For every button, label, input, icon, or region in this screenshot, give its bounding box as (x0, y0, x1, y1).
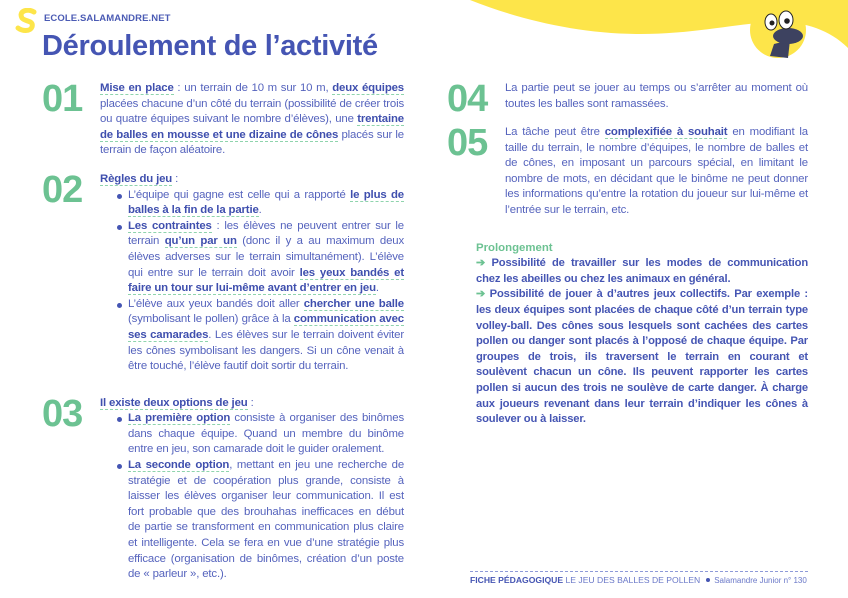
paragraph (505, 81, 808, 112)
step-02-text (100, 171, 404, 375)
arrow-right-icon: ➔ (476, 288, 490, 301)
footer (470, 575, 807, 585)
step-intro (100, 396, 404, 412)
footer-divider (470, 571, 808, 572)
body-text: (donc il y a au maximum deux élèves adverses sur le terrain simultanément). L’élève qui entre sur le terrain doit avoir (128, 235, 404, 279)
step-03 (42, 392, 405, 583)
highlight-text: Règles du jeu (100, 172, 173, 185)
step-number-01: 01 (42, 78, 83, 120)
body-text: . Les élèves sur le terrain doivent éviter les cônes symbolisant les dangers. Si un cône venait à être touché, l’élève fautif doit sortir du terrain. (128, 328, 404, 373)
salamandre-logo-icon (14, 8, 40, 34)
site-name: ECOLE.SALAMANDRE.NET (44, 13, 171, 24)
body-text: : les élèves ne peuvent entrer sur le terrain (128, 219, 404, 248)
page-title: Déroulement de l’activité (42, 30, 378, 62)
highlight-text: Il existe deux options de jeu (100, 396, 248, 409)
body-text: placés sur le terrain de façon aléatoire. (100, 128, 404, 157)
body-text: en modifiant la taille du terrain, le nombre d’équipes, le nombre de balles et de cônes, en imposant un parcours spécial, en limitant le nombre de mots, en décidant que le binôme ne peut donner les informations qu’entre la rotation du joueur sur lui-même et l’entrée sur le terrain, etc. (505, 126, 808, 216)
paragraph (100, 81, 404, 159)
body-text: placées chacune d’un côté du terrain (possibilité de créer trois ou quatre équipes suivant le nombre d’élèves), une (100, 97, 404, 126)
prolongement-section (476, 241, 808, 428)
body-text: . (258, 204, 262, 217)
prolongement-item: ➔ Possibilité de travailler sur les modes de communication chez les abeilles ou chez les animaux en général. (476, 257, 809, 285)
body-text: L’élève aux yeux bandés doit aller (128, 297, 304, 310)
step-number-05: 05 (447, 122, 488, 164)
step-04 (447, 80, 808, 120)
step-02 (42, 168, 404, 375)
highlight-text: Mise en place (100, 82, 174, 94)
body-text: . (375, 282, 379, 295)
bullet-item (128, 297, 404, 375)
step-number-04: 04 (447, 78, 488, 120)
bullet-list (100, 411, 404, 583)
footer-title: LE JEU DES BALLES DE POLLEN (565, 575, 701, 585)
step-05-text (505, 124, 808, 219)
bullet-dot-icon (706, 578, 710, 582)
highlight-text: qu’un par un (164, 235, 237, 248)
body-text: L’équipe qui gagne est celle qui a rapporté (128, 188, 351, 201)
body-text: La partie peut se jouer au temps ou s’arrêter au moment où toutes les balles sont ramassées. (505, 82, 808, 110)
footer-label: FICHE PÉDAGOGIQUE (470, 575, 564, 585)
highlight-text: le plus de balles à la fin de la partie (128, 188, 404, 217)
step-04-text (505, 80, 808, 112)
step-03-text (100, 395, 404, 583)
highlight-text: Les contraintes (128, 219, 212, 232)
step-number-03: 03 (42, 392, 83, 435)
prolongement-list (476, 256, 808, 428)
bullet-item (128, 411, 404, 458)
body-text: : (247, 396, 254, 409)
body-text: : (172, 172, 179, 185)
bullet-item (128, 458, 404, 583)
body-text: (symbolisant le pollen) grâce à la (128, 313, 294, 326)
step-05 (447, 124, 808, 219)
highlight-text: les yeux bandés et faire un tour sur lui-même avant d’entrer en jeu (128, 266, 404, 295)
footer-issue: Salamandre Junior n° 130 (714, 576, 807, 585)
highlight-text: trentaine de balles en mousse et une dizaine de cônes (100, 113, 404, 141)
body-text: La tâche peut être (505, 126, 605, 138)
right-column (447, 80, 808, 428)
prolongement-item: ➔ Possibilité de jouer à d’autres jeux collectifs. Par exemple : les deux équipes sont placées de chaque côté d’un terrain type volley-ball. Des cônes sous lesquels sont cachées des cartes pollen ou danger sont placés à l’opposé de chaque équipe. Par groupes de trois, ils traversent le terrain en courant et soulèvent chacun un cône. Ils peuvent rapporter les cartes pollen si aucun des trois ne soulève de carte danger. À charge aux joueurs revenant dans leur terrain d’indiquer les cônes à soulever ou à laisser. (476, 288, 809, 426)
bullet-item (128, 188, 404, 219)
body-text: , mettant en jeu une recherche de stratégie et de coopération plus grande, consiste à laisser les élèves organiser leur communication. Il est fort probable que des brouhahas inefficaces en début de partie se transforment en communication plus claire et intelligente. Cela se fera en vue d’une stratégie plus efficace (organisation de binômes, création d’un poste de « parleur », etc.). (128, 459, 405, 581)
highlight-text: deux équipes (332, 82, 404, 94)
highlight-text: chercher une balle (303, 297, 404, 310)
step-intro (100, 172, 404, 188)
body-text: : un terrain de 10 m sur 10 m, (173, 82, 333, 94)
step-number-02: 02 (42, 168, 83, 211)
highlight-text: complexifiée à souhait (604, 126, 728, 138)
paragraph (505, 125, 808, 219)
prolongement-title: Prolongement (476, 241, 553, 254)
left-column (42, 80, 404, 583)
step-01 (42, 80, 404, 159)
highlight-text: La seconde option (128, 459, 230, 472)
bullet-list (100, 188, 404, 375)
arrow-right-icon: ➔ (476, 257, 492, 270)
step-01-text (100, 80, 404, 159)
body-text: consiste à organiser des binômes dans chaque équipe. Quand un membre du binôme entre en jeu, son camarade doit le guider oralement. (128, 412, 404, 456)
highlight-text: communication avec ses camarades (128, 313, 404, 341)
highlight-text: La première option (128, 412, 231, 425)
bullet-item (128, 219, 404, 297)
